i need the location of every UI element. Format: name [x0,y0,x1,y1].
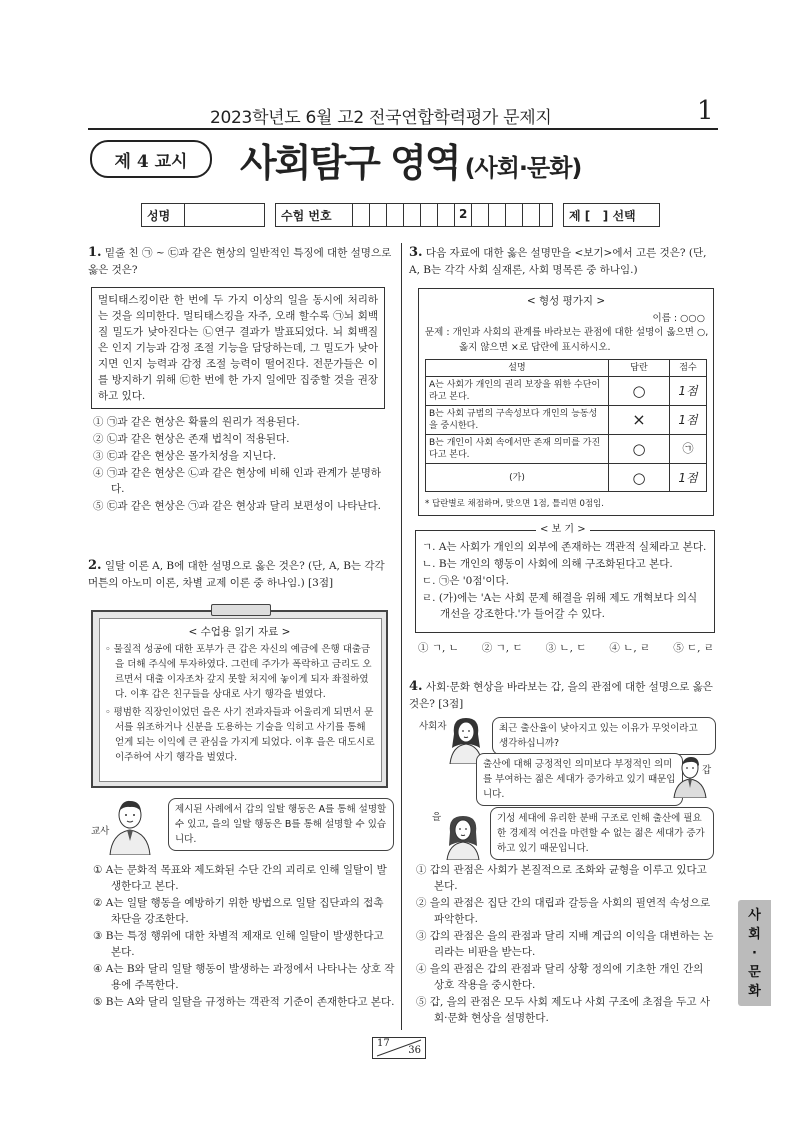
q3-number: 3. [409,245,423,260]
page-total: 36 [408,1045,421,1056]
row2-answer: × [609,406,670,435]
host-label: 사회자 [419,721,447,732]
q3-option-3[interactable]: ③ ㄴ, ㄷ [545,642,587,654]
q4-stem [409,678,717,713]
board-item-1: ◦ 물질적 성공에 대한 포부가 큰 갑은 자신의 예금에 은행 대출금을 더해 주식에 투자하였다. 그런데 주가가 폭락하고 금리도 오르면서 대출 이자조차 갚지 못할 처지에 놓이게 되자 좌절하였다. 이후 갑은 친구들을 상대로 사기 행각을 벌였다. [105,644,372,700]
q1-passage-box [91,287,385,409]
q2-board [91,610,388,788]
row2-score: 1점 [670,406,707,435]
q4-option-2[interactable]: ② 을의 관점은 집단 간의 대립과 갈등을 사회의 필연적 속성으로 파악한다. [416,897,711,925]
q2-number: 2. [88,558,102,573]
board-items [105,642,375,765]
q1-option-2[interactable]: ② ㉡과 같은 현상은 존재 법칙이 적용된다. [93,433,290,445]
q3-stem-text: 다음 자료에 대한 옳은 설명만을 <보기>에서 고른 것은? (단, A, B는 각각 사회 실재론, 사회 명목론 중 하나임.) [409,247,707,276]
q2-option-2[interactable]: ② A는 일탈 행동을 예방하기 위한 방법으로 일탈 집단과의 접촉 차단을 강조한다. [93,897,384,925]
q1-stem-text: 밑줄 친 ㉠ ~ ㉢과 같은 현상의 일반적인 특징에 대한 설명으로 옳은 것은? [88,247,392,276]
q4-option-3[interactable]: ③ 갑의 관점은 을의 관점과 달리 지배 계급의 이익을 대변하는 논리라는 비판을 받는다. [416,930,714,958]
name-box [141,203,265,227]
th-desc: 설명 [426,360,609,377]
q1-option-4[interactable]: ④ ㉠과 같은 현상은 ㉡과 같은 현상에 비해 인과 관계가 분명하다. [93,467,382,495]
page-counter [372,1037,426,1059]
row4-answer: ○ [609,464,670,492]
board-title: < 수업용 읽기 자료 > [188,626,291,638]
host-speech: 최근 출산율이 낮아지고 있는 이유가 무엇이라고 생각하십니까? [492,717,716,755]
row1-desc: A는 사회가 개인의 권리 보장을 위한 수단이라고 본다. [426,377,609,406]
sheet-problem: 문제 : 개인과 사회의 관계를 바라보는 관점에 대한 설명이 옳으면 ○, 옳지 않으면 ×로 답란에 표시하시오. [425,327,709,353]
q3-option-5[interactable]: ⑤ ㄷ, ㄹ [673,642,714,654]
side-tab-char-1: 사 [748,907,761,923]
q1-option-3[interactable]: ③ ㉢과 같은 현상은 몰가치성을 지닌다. [93,450,277,462]
row1-score: 1점 [670,377,707,406]
q2-option-4[interactable]: ④ A는 B와 달리 일탈 행동이 발생하는 과정에서 나타나는 상호 작용에 주목한다. [93,963,395,991]
bogi-item-4: ㄹ. (가)에는 'A는 사회 문제 해결을 위해 제도 개혁보다 의식 개선을 강조한다.'가 들어갈 수 있다. [422,592,698,620]
sheet-name: 이름 : ○○○ [652,313,705,324]
bogi-items [422,539,710,623]
th-answer: 답란 [609,360,670,377]
q4-option-4[interactable]: ④ 을의 관점은 갑의 관점과 달리 상황 정의에 기초한 개인 간의 상호 작용을 중시한다. [416,963,704,991]
gap-label: 갑 [702,765,712,776]
subject-side-tab [738,900,771,1006]
exam-number-label: 수험 번호 [281,209,332,223]
subject-sub: (사회·문화) [464,154,582,182]
q4-stem-text: 사회·문화 현상을 바라보는 갑, 을의 관점에 대한 설명으로 옳은 것은? [3점] [409,681,713,710]
row3-desc: B는 개인이 사회 속에서만 존재 의미를 가진다고 본다. [426,435,609,464]
q2-stem [88,557,394,592]
exam-number-box [275,203,553,227]
q3-options [418,640,714,656]
q2-option-5[interactable]: ⑤ B는 A와 달리 일탈을 규정하는 객관적 기준이 존재한다고 본다. [93,996,395,1008]
info-row [141,203,658,227]
teacher-label: 교사 [91,826,110,837]
q2-option-3[interactable]: ③ B는 특정 행위에 대한 차별적 제재로 인해 일탈이 발생한다고 본다. [93,930,384,958]
q1-option-5[interactable]: ⑤ ㉢과 같은 현상은 ㉠과 같은 현상과 달리 보편성이 나타난다. [93,500,382,512]
selection-box [563,203,660,227]
q3-stem [409,244,717,279]
bogi-item-3: ㄷ. ㉠은 '0점'이다. [422,575,510,587]
q2-stem-text: 일탈 이론 A, B에 대한 설명으로 옳은 것은? (단, A, B는 각각 머튼의 아노미 이론, 차별 교제 이론 중 하나임.) [3점] [88,560,385,589]
q1-passage: 멀티태스킹이란 한 번에 두 가지 이상의 일을 동시에 처리하는 것을 의미한다. 멀티태스킹을 자주, 오래 할수록 ㉠뇌 회백질 밀도가 낮아진다는 ㉡연구 결과가 발표되었다. 뇌 회백질은 인지 기능과 감정 조절 기능을 담당하는데, 그 밀도가 낮아지면 인지 능력과 감정 조절 능력이 떨어진다. 전문가들은 이를 방지하기 위해 ㉢한 번에 한 가지 일에만 집중할 것을 권장하고 있다. [98,294,378,402]
page-current: 17 [377,1038,390,1049]
side-tab-char-3: · [752,945,757,961]
gap-illustration [670,754,710,798]
q4-options [416,862,716,1027]
eul-label: 을 [432,812,442,823]
column-divider [401,243,402,1030]
side-tab-char-4: 문 [748,964,761,980]
side-tab-char-2: 회 [748,926,761,942]
q1-stem [88,244,394,279]
selection-label: 제 [ ] 선택 [569,209,636,223]
q1-options [93,414,393,515]
bogi-title: < 보 기 > [536,523,590,537]
name-label: 성명 [147,209,171,223]
q1-option-1[interactable]: ① ㉠과 같은 현상은 확률의 원리가 적용된다. [93,416,300,428]
page-number: 1 [697,96,714,126]
subject-title [240,132,581,187]
q4-option-1[interactable]: ① 갑의 관점은 사회가 본질적으로 조화와 균형을 이루고 있다고 본다. [416,864,707,892]
sheet-note: * 답란별로 채점하며, 맞으면 1점, 틀리면 0점임. [425,499,604,509]
session-label: 제 4 교시 [114,151,188,172]
eul-illustration [440,812,486,860]
q4-option-5[interactable]: ⑤ 갑, 을의 관점은 모두 사회 제도나 사회 구조에 초점을 두고 사회·문화 현상을 설명한다. [416,996,710,1024]
bogi-item-2: ㄴ. B는 개인의 행동이 사회에 의해 구조화된다고 본다. [422,558,673,570]
board-item-2: ◦ 평범한 직장인이었던 을은 사기 전과자들과 어울리게 되면서 문서를 위조하거나 신분을 도용하는 기술을 익히고 사기를 통해 얻게 되는 이익에 큰 관심을 가지게 되었다. 이후 을은 대도시로 이주하여 사기 행각을 벌였다. [105,707,375,763]
title-rule [88,128,718,130]
sheet-title: < 형성 평가지 > [526,295,606,307]
q3-option-2[interactable]: ② ㄱ, ㄷ [481,642,523,654]
bogi-item-1: ㄱ. A는 사회가 개인의 외부에 존재하는 객관적 실체라고 본다. [422,541,707,553]
th-score: 점수 [670,360,707,377]
exam-title: 2023학년도 6월 고2 전국연합학력평가 문제지 [210,108,552,128]
gap-speech: 출산에 대해 긍정적인 의미보다 부정적인 의미를 부여하는 젊은 세대가 증가하고 있기 때문입니다. [476,753,683,806]
session-badge [90,140,212,178]
teacher-speech: 제시된 사례에서 갑의 일탈 행동은 A를 통해 설명할 수 있고, 을의 일탈 행동은 B를 통해 설명할 수 있습니다. [168,798,394,851]
q3-option-1[interactable]: ① ㄱ, ㄴ [418,642,459,654]
q2-options [93,862,395,1011]
row4-score: 1점 [670,464,707,492]
q1-number: 1. [88,245,102,260]
side-tab-char-5: 화 [748,983,761,999]
q3-table [425,359,707,492]
q3-sheet [418,288,714,516]
q4-number: 4. [409,679,423,694]
q3-option-4[interactable]: ④ ㄴ, ㄹ [609,642,651,654]
q2-option-1[interactable]: ① A는 문화적 목표와 제도화된 수단 간의 괴리로 인해 일탈이 발생한다고 본다. [93,864,387,892]
row2-desc: B는 사회 규범의 구속성보다 개인의 능동성을 중시한다. [426,406,609,435]
row1-answer: ○ [609,377,670,406]
exam-number-digit: 2 [459,207,468,221]
bogi-box [415,524,715,633]
row3-score: ㉠ [670,435,707,464]
row3-answer: ○ [609,435,670,464]
eul-speech: 기성 세대에 유리한 분배 구조로 인해 출산에 필요한 경제적 여건을 마련할 수 없는 젊은 세대가 증가하고 있기 때문입니다. [490,807,714,860]
subject-main: 사회탐구 영역 [240,141,460,185]
board-clip [211,604,271,616]
row4-desc: (가) [426,464,609,492]
